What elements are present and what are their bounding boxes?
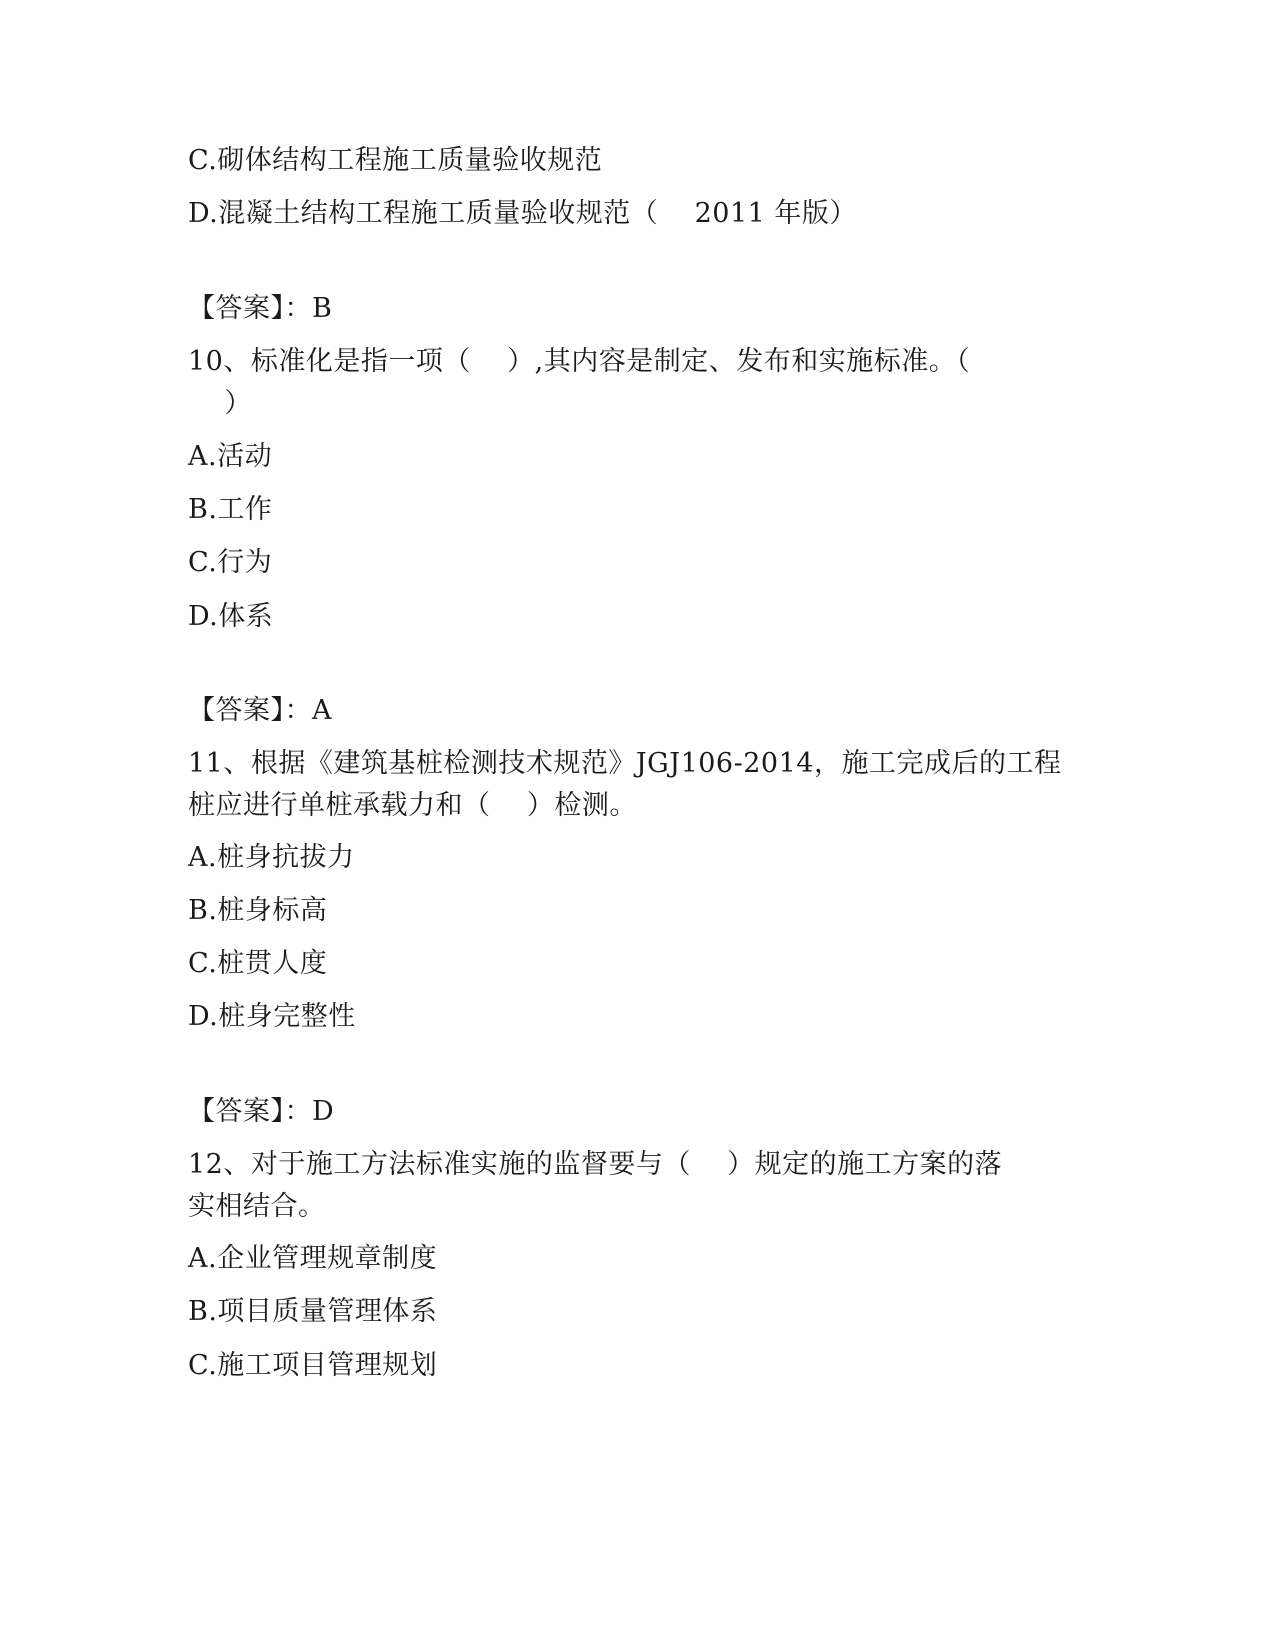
option-c: C.行为: [188, 547, 273, 578]
option-a: A.活动: [188, 441, 273, 472]
option-a: A.企业管理规章制度: [188, 1243, 438, 1274]
question-stem-cont: 桩应进行单桩承载力和（ ）检测。: [188, 790, 637, 821]
option-b: B.工作: [188, 494, 273, 525]
answer-line: 【答案】：A: [188, 695, 332, 726]
answer-line: 【答案】：D: [188, 1096, 335, 1127]
option-d: D.桩身完整性: [188, 1001, 356, 1032]
option-c: C.砌体结构工程施工质量验收规范: [188, 145, 603, 176]
option-d: D.体系: [188, 601, 274, 632]
question-stem: 12、对于施工方法标准实施的监督要与（ ）规定的施工方案的落: [188, 1149, 1003, 1180]
question-stem: 11、根据《建筑基桩检测技术规范》JGJ106-2014，施工完成后的工程: [188, 748, 1062, 779]
question-stem-cont: ）: [188, 388, 252, 419]
question-stem: 10、标准化是指一项（ ）,其内容是制定、发布和实施标准。（: [188, 346, 971, 377]
question-stem-cont: 实相结合。: [188, 1191, 326, 1222]
option-c: C.桩贯人度: [188, 948, 328, 979]
option-a: A.桩身抗拔力: [188, 842, 355, 873]
option-c: C.施工项目管理规划: [188, 1350, 438, 1381]
option-b: B.项目质量管理体系: [188, 1296, 438, 1327]
option-d: D.混凝土结构工程施工质量验收规范（ 2011 年版）: [188, 198, 857, 229]
option-b: B.桩身标高: [188, 895, 328, 926]
answer-line: 【答案】：B: [188, 293, 333, 324]
